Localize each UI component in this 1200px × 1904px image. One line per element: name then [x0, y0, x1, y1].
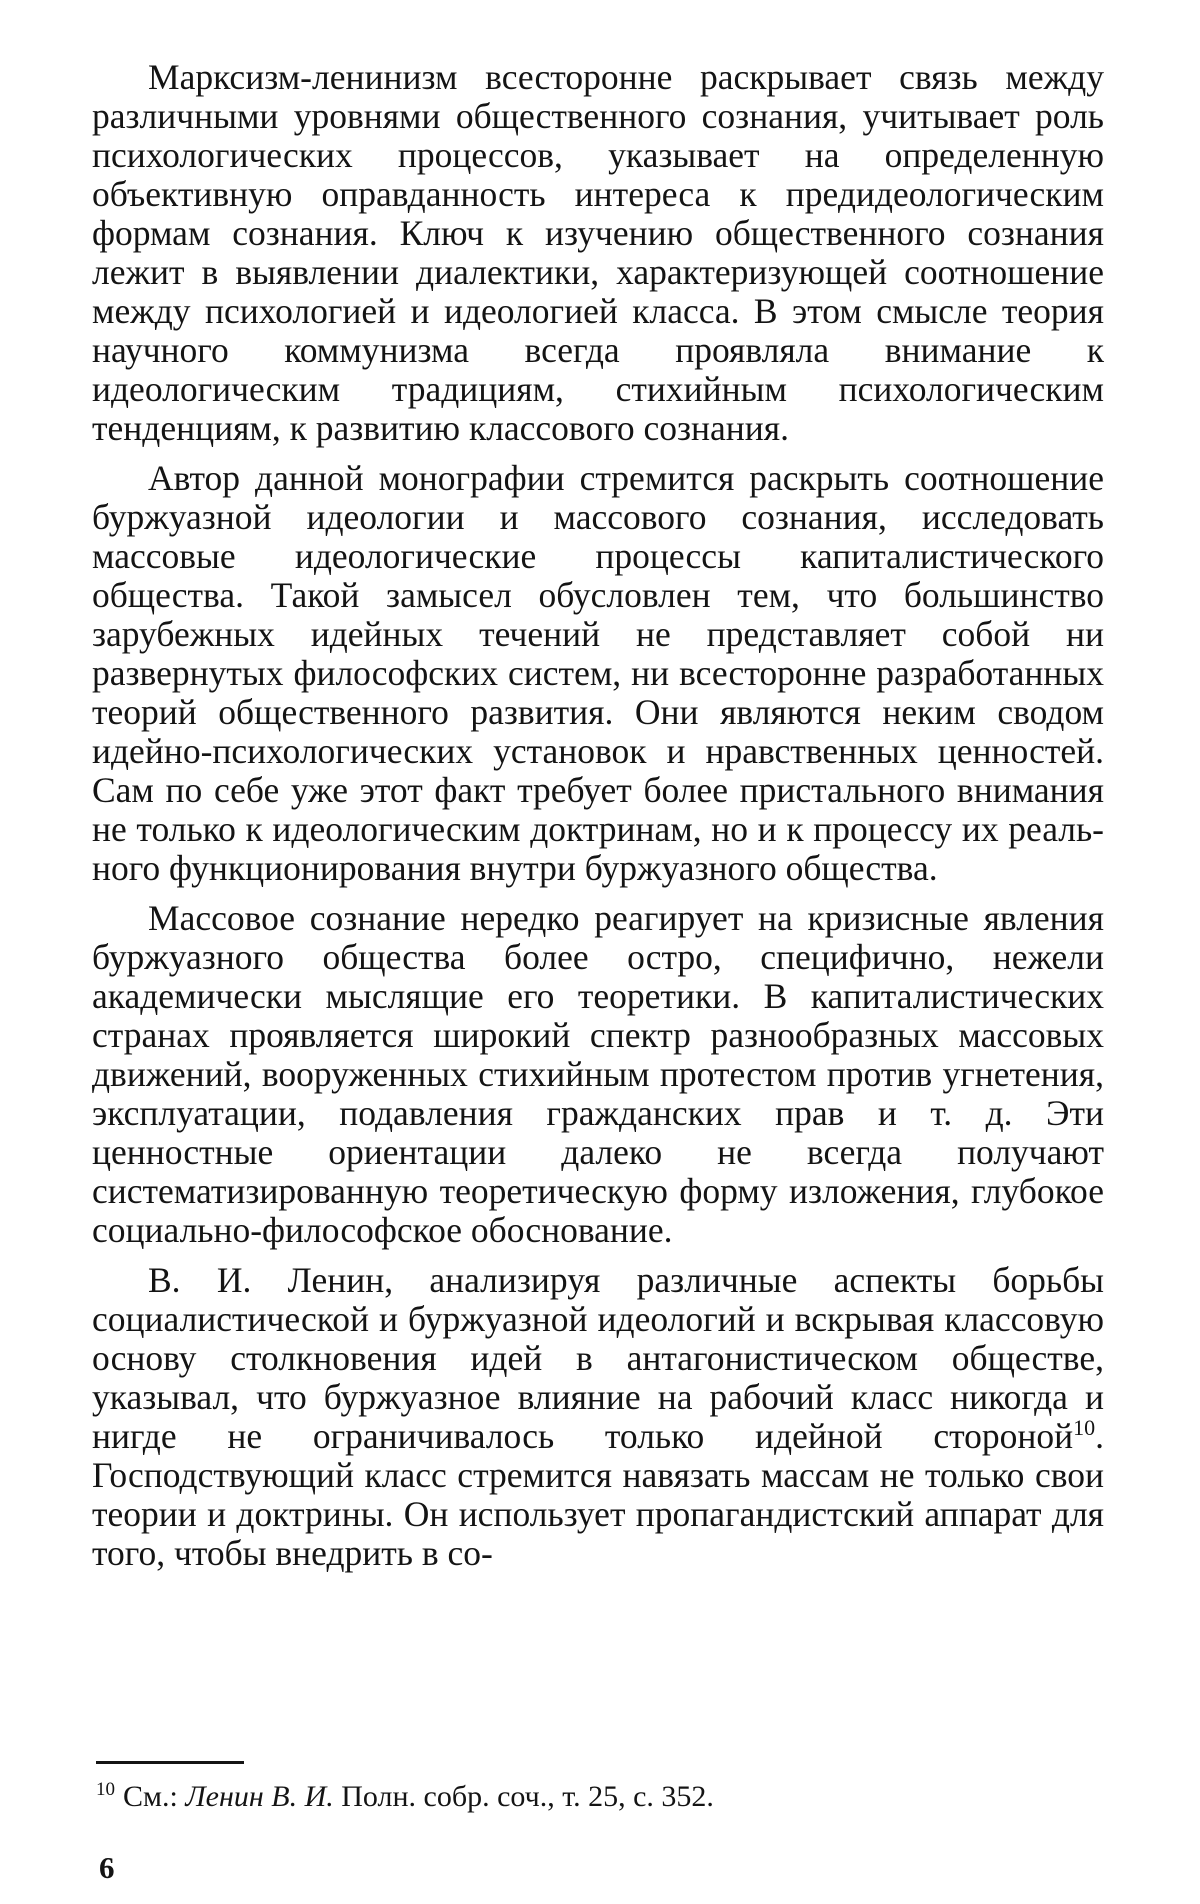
paragraph-4-text-before-ref: В. И. Ленин, анализируя различные аспекты борьбы социалистической и буржуазной идеологий и вскрывая классовую основу столкновения идей в антагонистическом обществе, указывал, что буржуазное влияние на рабочий класс никогда и нигде не ограничивалось только идейной стороной	[92, 1260, 1104, 1456]
paragraph-2: Автор данной монографии стремится раскрыть соотношение буржуазной идеологии и массового сознания, исследовать массовые идеологические процессы капиталистического общества. Такой замысел обусловлен тем, что большинство зарубежных идейных течений не представляет собой ни развернутых философских систем, ни всесторонне разработанных теорий общественного развития. Они являются неким сводом идейно-психологических установок и нравственных ценностей. Сам по себе уже этот факт требует более пристального внимания не только к идеологическим доктринам, но и к процессу их реального функционирования внутри буржуазного общества.	[92, 458, 1104, 888]
footnote-prefix: См.:	[123, 1780, 178, 1813]
footnote	[96, 1779, 1096, 1815]
footnote-marker: 10	[96, 1779, 115, 1800]
footnote-reference: 10	[1073, 1415, 1096, 1441]
paragraph-3: Массовое сознание нередко реагирует на кризисные явления буржуазного общества более остро, специфично, нежели академически мыслящие его теоретики. В капиталистических странах проявляется широкий спектр разнообразных массовых движений, вооруженных стихийным протестом против угнетения, эксплуатации, подавления гражданских прав и т. д. Эти ценностные ориентации далеко не всегда получают систематизированную теоретическую форму изложения, глубокое социально-философское обоснование.	[92, 898, 1104, 1250]
page-body	[92, 58, 1104, 1584]
footnote-author: Ленин В. И.	[185, 1780, 334, 1813]
paragraph-4-text-after-ref: . Господствующий класс стремится навязать массам не только свои теории и доктрины. Он использует пропагандистский аппарат для того, чтобы внедрить в со-	[92, 1416, 1104, 1573]
paragraph-4	[92, 1261, 1104, 1573]
footnote-divider	[96, 1761, 244, 1764]
footnote-citation: Полн. собр. соч., т. 25, с. 352.	[341, 1780, 714, 1813]
paragraph-1: Марксизм-ленинизм всесторонне раскрывает связь между различными уровнями общественного сознания, учитывает роль психологических процессов, указывает на определенную объективную оправданность интереса к предидеологическим формам сознания. Ключ к изучению общественного сознания лежит в выявлении диалектики, характеризующей соотношение между психологией и идеологией класса. В этом смысле теория научного коммунизма всегда проявляла внимание к идеологическим традициям, стихийным психологическим тенденциям, к развитию классового сознания.	[92, 57, 1104, 448]
page-number: 6	[99, 1850, 115, 1885]
